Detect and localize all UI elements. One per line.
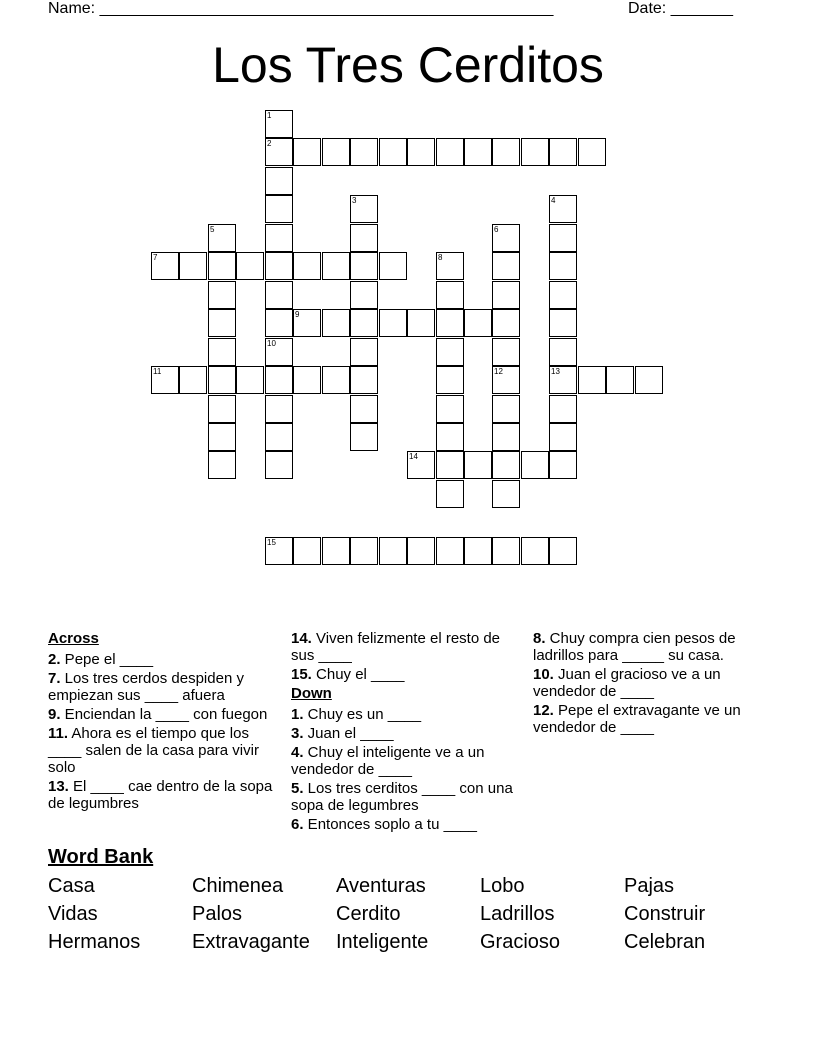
word-bank-word: Extravagante — [192, 931, 310, 953]
word-bank-word: Ladrillos — [480, 903, 555, 925]
clue-text: Chuy el inteligente ve a un vendedor de ____ — [291, 744, 485, 778]
crossword-cell[interactable] — [606, 366, 634, 394]
clue-text: Chuy compra cien pesos de ladrillos para _____ su casa. — [533, 630, 736, 664]
crossword-cell[interactable] — [236, 252, 264, 280]
clue-item — [291, 725, 515, 742]
crossword-cell[interactable] — [265, 423, 293, 451]
crossword-cell[interactable] — [265, 281, 293, 309]
clue-item — [48, 706, 284, 723]
clue-number-label: 11 — [153, 367, 162, 376]
crossword-cell[interactable] — [236, 366, 264, 394]
clue-number-label: 10 — [267, 339, 276, 348]
clue-number-label: 15 — [267, 538, 276, 547]
crossword-cell[interactable] — [379, 537, 407, 565]
clue-text: Entonces soplo a tu ____ — [303, 816, 477, 833]
clue-text: Chuy el ____ — [311, 666, 405, 683]
crossword-cell[interactable] — [179, 252, 207, 280]
crossword-cell[interactable] — [208, 366, 236, 394]
crossword-cell[interactable] — [492, 537, 520, 565]
crossword-cell[interactable] — [350, 252, 378, 280]
clue-number-label: 13 — [551, 367, 560, 376]
crossword-cell[interactable] — [436, 338, 464, 366]
crossword-cell[interactable] — [492, 423, 520, 451]
clue-number: 9. — [48, 706, 61, 723]
crossword-cell[interactable] — [265, 451, 293, 479]
crossword-cell[interactable] — [350, 281, 378, 309]
word-bank-word: Chimenea — [192, 875, 284, 897]
crossword-cell[interactable] — [549, 138, 577, 166]
crossword-cell[interactable] — [293, 366, 321, 394]
word-bank-word: Inteligente — [336, 931, 429, 953]
clue-text: Los tres cerditos ____ con una sopa de legumbres — [291, 780, 513, 814]
word-bank-word: Pajas — [624, 875, 675, 897]
crossword-cell[interactable] — [208, 338, 236, 366]
crossword-cell[interactable] — [322, 252, 350, 280]
crossword-cell[interactable] — [549, 395, 577, 423]
clue-number-label: 7 — [153, 253, 158, 262]
crossword-cell[interactable] — [578, 366, 606, 394]
crossword-cell[interactable] — [549, 451, 577, 479]
crossword-cell[interactable] — [549, 281, 577, 309]
crossword-cell[interactable] — [379, 309, 407, 337]
word-bank-word: Celebran — [624, 931, 706, 953]
crossword-cell[interactable] — [436, 480, 464, 508]
clue-number: 3. — [291, 725, 304, 742]
clue-number: 11. — [48, 725, 69, 742]
clue-number: 1. — [291, 706, 304, 723]
date-field-label[interactable]: Date: _______ — [628, 0, 733, 17]
crossword-cell[interactable] — [265, 309, 293, 337]
clue-number-label: 4 — [551, 196, 556, 205]
crossword-cell[interactable] — [350, 224, 378, 252]
clue-number: 7. — [48, 670, 61, 687]
crossword-cell[interactable] — [208, 309, 236, 337]
crossword-cell[interactable] — [492, 281, 520, 309]
crossword-cell[interactable] — [350, 338, 378, 366]
clue-number: 14. — [291, 630, 312, 647]
crossword-cell[interactable] — [464, 451, 492, 479]
word-bank-title: Word Bank — [48, 846, 154, 868]
crossword-cell[interactable] — [407, 309, 435, 337]
crossword-cell[interactable] — [265, 395, 293, 423]
clue-text: El ____ cae dentro de la sopa de legumbres — [48, 778, 273, 812]
clue-number: 5. — [291, 780, 304, 797]
crossword-cell[interactable] — [350, 537, 378, 565]
clues-column-3 — [533, 630, 755, 738]
clue-item — [291, 706, 515, 723]
clue-number-label: 6 — [494, 225, 499, 234]
crossword-cell[interactable] — [265, 252, 293, 280]
crossword-cell[interactable] — [436, 281, 464, 309]
crossword-cell[interactable] — [350, 366, 378, 394]
word-bank-word: Casa — [48, 875, 95, 897]
crossword-cell[interactable] — [464, 309, 492, 337]
crossword-cell[interactable] — [293, 252, 321, 280]
clue-item — [291, 816, 515, 833]
crossword-cell[interactable] — [208, 281, 236, 309]
crossword-cell[interactable] — [492, 395, 520, 423]
crossword-cell[interactable] — [464, 138, 492, 166]
clue-item — [533, 666, 755, 700]
clue-item — [533, 702, 755, 736]
clue-number: 4. — [291, 744, 304, 761]
crossword-cell[interactable] — [436, 138, 464, 166]
crossword-cell[interactable] — [407, 537, 435, 565]
clue-text: Juan el gracioso ve a un vendedor de ____ — [533, 666, 721, 700]
clue-number-label: 5 — [210, 225, 215, 234]
crossword-cell[interactable] — [208, 395, 236, 423]
clue-text: Juan el ____ — [303, 725, 394, 742]
crossword-cell[interactable] — [407, 138, 435, 166]
word-bank-word: Lobo — [480, 875, 525, 897]
down-heading: Down — [291, 685, 332, 702]
word-bank-word: Gracioso — [480, 931, 561, 953]
clue-number-label: 8 — [438, 253, 443, 262]
crossword-cell[interactable] — [208, 252, 236, 280]
clues-column-2 — [291, 630, 515, 835]
crossword-cell[interactable] — [549, 537, 577, 565]
clue-item — [291, 666, 515, 683]
crossword-cell[interactable] — [436, 423, 464, 451]
word-bank-word: Vidas — [48, 903, 98, 925]
crossword-cell[interactable] — [492, 338, 520, 366]
crossword-cell[interactable] — [350, 309, 378, 337]
crossword-cell[interactable] — [436, 366, 464, 394]
crossword-cell[interactable] — [379, 252, 407, 280]
crossword-cell[interactable] — [635, 366, 663, 394]
crossword-cell[interactable] — [549, 423, 577, 451]
word-bank-word: Cerdito — [336, 903, 401, 925]
word-bank-word: Palos — [192, 903, 243, 925]
crossword-cell[interactable] — [578, 138, 606, 166]
crossword-cell[interactable] — [549, 309, 577, 337]
clue-text: Pepe el extravagante ve un vendedor de ____ — [533, 702, 741, 736]
clue-item — [48, 725, 284, 776]
clue-number-label: 2 — [267, 139, 272, 148]
crossword-cell[interactable] — [265, 167, 293, 195]
crossword-cell[interactable] — [549, 338, 577, 366]
crossword-cell[interactable] — [436, 451, 464, 479]
crossword-cell[interactable] — [492, 309, 520, 337]
crossword-cell[interactable] — [492, 252, 520, 280]
clue-number-label: 12 — [494, 367, 503, 376]
clue-item — [48, 651, 284, 668]
crossword-cell[interactable] — [492, 480, 520, 508]
name-field-label[interactable]: Name: ___________________________________________________ — [48, 0, 554, 17]
word-bank-word: Aventuras — [336, 875, 426, 897]
crossword-cell[interactable] — [293, 138, 321, 166]
clue-number: 15. — [291, 666, 312, 683]
crossword-cell[interactable] — [492, 138, 520, 166]
clue-text: Viven felizmente el resto de sus ____ — [291, 630, 501, 664]
clue-text: Los tres cerdos despiden y empiezan sus ____ afuera — [48, 670, 244, 704]
crossword-cell[interactable] — [492, 451, 520, 479]
across-heading: Across — [48, 630, 99, 647]
clue-text: Enciendan la ____ con fuegon — [60, 706, 268, 723]
clue-number: 12. — [533, 702, 554, 719]
crossword-cell[interactable] — [549, 252, 577, 280]
crossword-cell[interactable] — [549, 224, 577, 252]
crossword-cell[interactable] — [350, 138, 378, 166]
crossword-cell[interactable] — [265, 195, 293, 223]
crossword-cell[interactable] — [436, 537, 464, 565]
crossword-cell[interactable] — [293, 537, 321, 565]
clues-column-1 — [48, 630, 284, 814]
clue-number-label: 9 — [295, 310, 300, 319]
crossword-cell[interactable] — [350, 395, 378, 423]
clue-number-label: 3 — [352, 196, 357, 205]
clue-number: 8. — [533, 630, 546, 647]
clue-number: 13. — [48, 778, 69, 795]
clue-number: 2. — [48, 651, 61, 668]
page-title: Los Tres Cerditos — [212, 37, 604, 93]
crossword-cell[interactable] — [265, 224, 293, 252]
crossword-cell[interactable] — [322, 537, 350, 565]
crossword-cell[interactable] — [436, 395, 464, 423]
clue-item — [48, 670, 284, 704]
header — [48, 0, 748, 20]
clue-item — [291, 630, 515, 664]
crossword-cell[interactable] — [464, 537, 492, 565]
clue-text: Pepe el ____ — [60, 651, 154, 668]
crossword-cell[interactable] — [436, 309, 464, 337]
clue-number: 6. — [291, 816, 304, 833]
clue-item — [48, 778, 284, 812]
crossword-cell[interactable] — [521, 138, 549, 166]
clue-number-label: 1 — [267, 111, 272, 120]
crossword-cell[interactable] — [208, 423, 236, 451]
word-bank-word: Construir — [624, 903, 706, 925]
crossword-cell[interactable] — [265, 366, 293, 394]
crossword-cell[interactable] — [179, 366, 207, 394]
clue-number: 10. — [533, 666, 554, 683]
crossword-cell[interactable] — [379, 138, 407, 166]
crossword-cell[interactable] — [322, 366, 350, 394]
crossword-cell[interactable] — [521, 537, 549, 565]
crossword-cell[interactable] — [521, 451, 549, 479]
crossword-cell[interactable] — [208, 451, 236, 479]
word-bank-word: Hermanos — [48, 931, 141, 953]
clue-number-label: 14 — [409, 452, 418, 461]
clue-item — [291, 744, 515, 778]
clue-item — [291, 780, 515, 814]
crossword-cell[interactable] — [350, 423, 378, 451]
crossword-cell[interactable] — [322, 138, 350, 166]
clue-item — [533, 630, 755, 664]
crossword-cell[interactable] — [322, 309, 350, 337]
clue-text: Ahora es el tiempo que los ____ salen de la casa para vivir solo — [48, 725, 259, 776]
clue-text: Chuy es un ____ — [303, 706, 422, 723]
